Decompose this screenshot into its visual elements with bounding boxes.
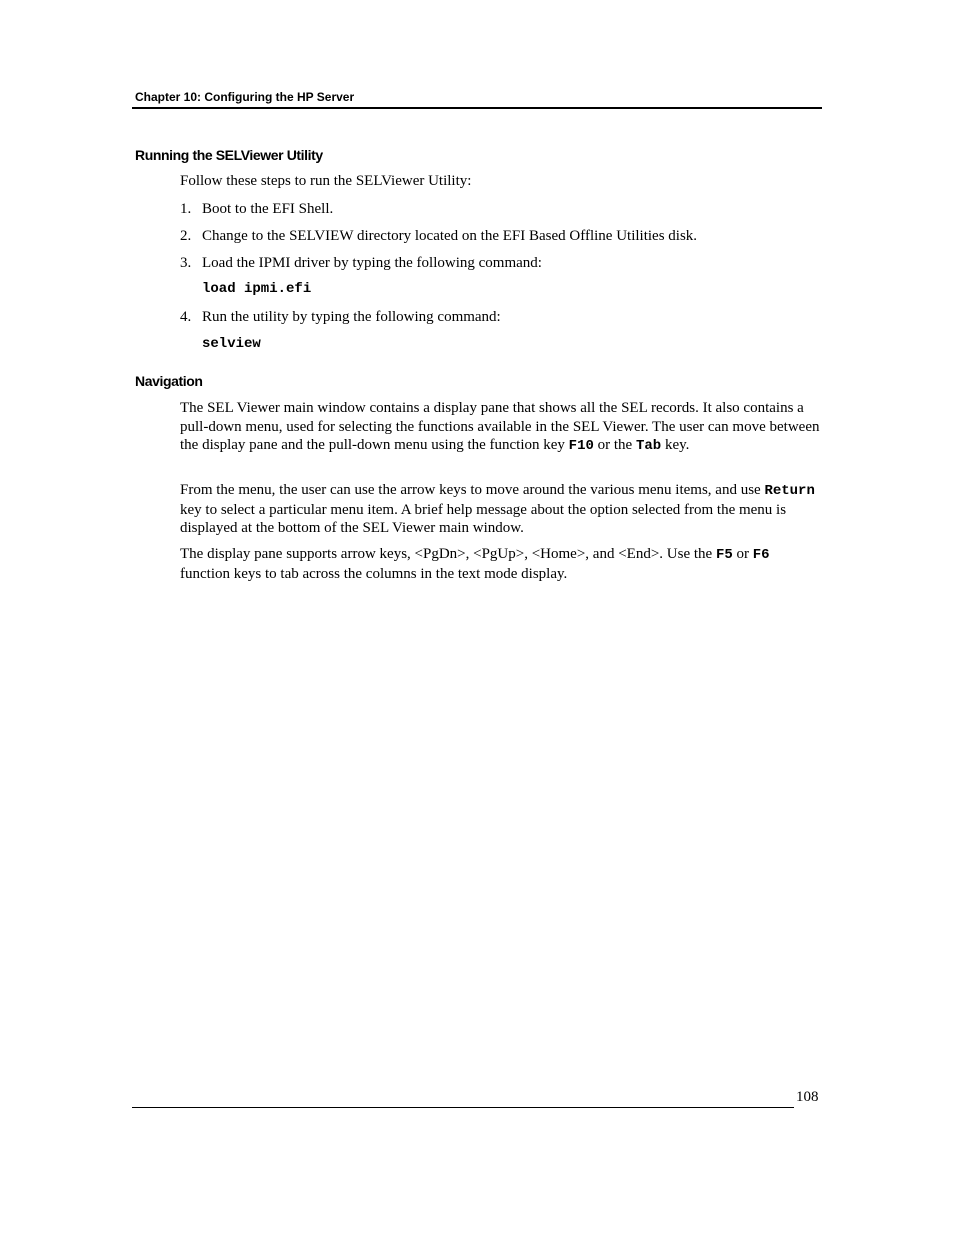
navigation-paragraph-2 [180, 481, 820, 538]
step-number: 1. [180, 201, 192, 217]
paragraph-text: The SEL Viewer main window contains a display pane that shows all the SEL records. It also contains a pull-down menu, used for selecting the functions available in the SEL Viewer. The user can move between the display pane and the pull-down menu using the function key [180, 400, 820, 453]
step-text: Boot to the EFI Shell. [202, 201, 334, 217]
key-return: Return [764, 483, 815, 499]
key-f10: F10 [568, 438, 594, 454]
step-number: 4. [180, 309, 192, 325]
paragraph-text: From the menu, the user can use the arrow keys to move around the various menu items, and use [180, 482, 765, 498]
command-selview: selview [202, 336, 261, 352]
paragraph-text: or the [593, 437, 636, 453]
section-heading-running: Running the SELViewer Utility [135, 147, 323, 163]
footer-rule [132, 1107, 794, 1108]
step-number: 2. [180, 228, 192, 244]
step-text: Load the IPMI driver by typing the following command: [202, 255, 542, 271]
key-f6: F6 [752, 547, 770, 563]
navigation-paragraph-3 [180, 545, 820, 583]
chapter-header: Chapter 10: Configuring the HP Server [135, 90, 355, 104]
step-number: 3. [180, 255, 192, 271]
header-rule [132, 107, 822, 109]
key-f5: F5 [715, 547, 733, 563]
paragraph-text: The display pane supports arrow keys, <PgDn>, <PgUp>, <Home>, and <End>. Use the [180, 546, 716, 562]
paragraph-text: function keys to tab across the columns in the text mode display. [180, 565, 568, 582]
paragraph-text: or [732, 546, 753, 562]
paragraph-text: key. [661, 437, 690, 453]
page-number: 108 [796, 1089, 819, 1105]
paragraph-text: key to select a particular menu item. A brief help message about the option selected from the menu is displayed at the bottom of the SEL Viewer main window. [180, 501, 787, 536]
key-tab: Tab [635, 438, 662, 454]
command-load-ipmi: load ipmi.efi [202, 281, 312, 297]
step-text: Change to the SELVIEW directory located on the EFI Based Offline Utilities disk. [202, 228, 698, 244]
section-heading-navigation: Navigation [135, 373, 203, 389]
navigation-paragraph-1 [180, 399, 820, 456]
intro-paragraph: Follow these steps to run the SELViewer Utility: [180, 173, 472, 189]
step-text: Run the utility by typing the following command: [202, 309, 501, 325]
